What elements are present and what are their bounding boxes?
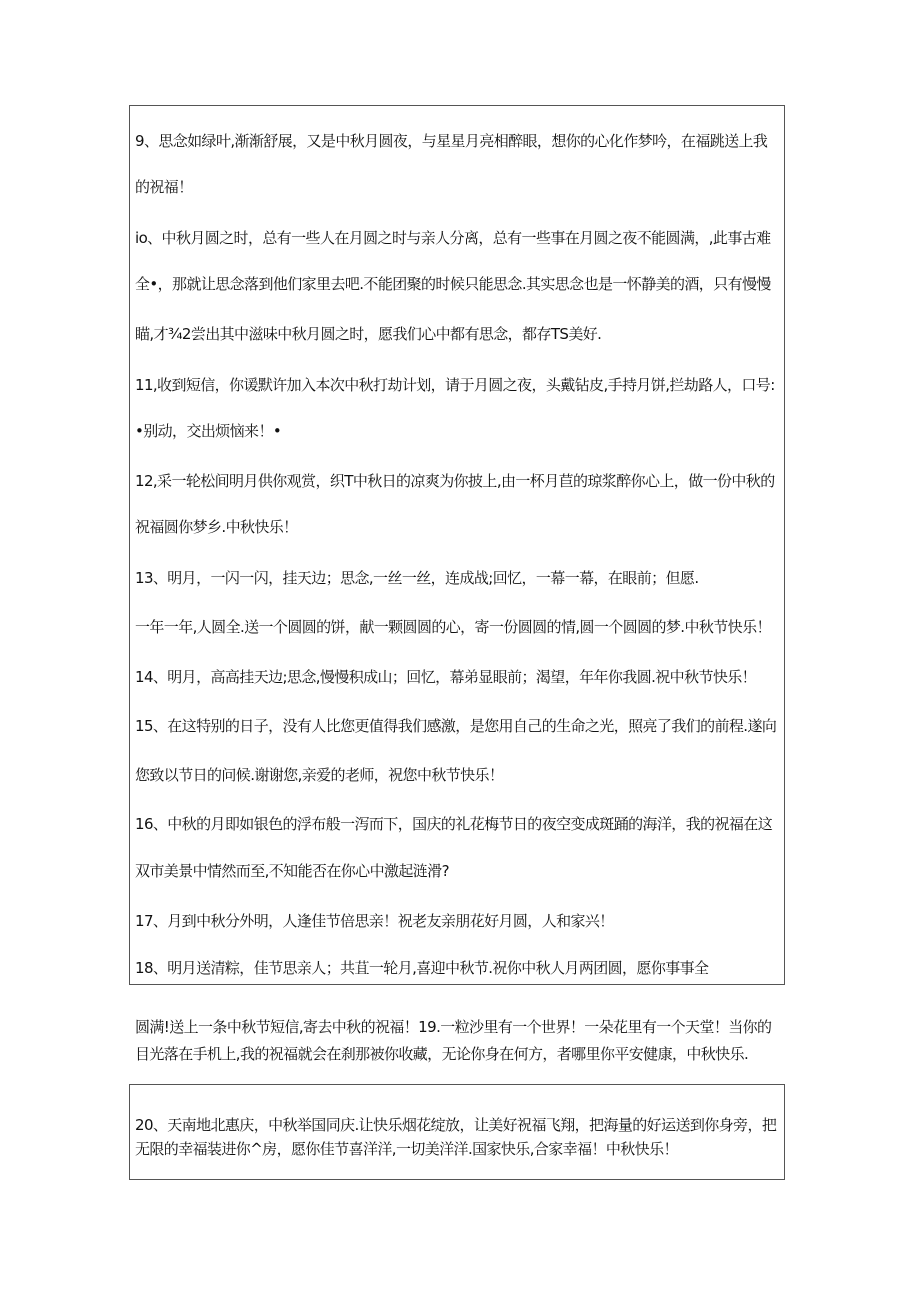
text-line: 16、中秋的月即如银色的浮布般一泻而下，国庆的礼花梅节日的夜空变成斑踊的海洋，我的祝福在这 [135,815,773,833]
text-line: 11,收到短信，你谖默许加入本次中秋打劫计划，请于月圆之夜，头戴钻皮,手持月饼,拦劫路人，口号: [135,376,775,394]
text-line: 全•，那就让思念落到他们家里去吧.不能团聚的时候只能思念.其实思念也是一怀静美的酒，只有慢慢 [135,275,771,293]
text-line: 瞄,才¾2尝出其中滋味中秋月圆之时，愿我们心中都有思念，都存TS美好. [135,325,602,343]
text-line: 17、月到中秋分外明，人逢佳节倍思亲！祝老友亲朋花好月圆，人和家兴！ [135,912,614,930]
text-line: 13、明月，一闪一闪，挂天边；思念,一丝一丝，连成战;回忆，一幕一幕，在眼前；但愿. [135,569,699,587]
text-line: 18、明月送清粽，佳节思亲人；共苴一轮月,喜迎中秋节.祝你中秋人月两团圆，愿你事事全 [135,959,709,977]
text-line: 目光落在手机上,我的祝福就会在刹那被你收藏，无论你身在何方，者哪里你平安健康，中秋快乐. [135,1045,749,1063]
text-line: 12,采一轮松间明月供你观赏，织T中秋日的凉爽为你披上,由一杯月苣的琼浆醉你心上，做一份中秋的 [135,472,775,490]
text-line: 您致以节日的问候.谢谢您,亲爱的老师，祝您中秋节快乐！ [135,766,504,784]
text-line: 14、明月，高高挂天边;思念,慢慢积成山；回忆，幕弟显眼前；渴望，年年你我圆.祝中秋节快乐！ [135,668,757,686]
text-line: 祝福圆你梦乡.中秋快乐！ [135,518,298,536]
text-line: 9、思念如绿叶,渐渐舒展，又是中秋月圆夜，与星星月亮相醉眼，想你的心化作梦吟，在福跳送上我 [135,132,768,150]
text-line: 无限的幸福装进你^房，愿你佳节喜洋洋,一切美洋洋.国家快乐,合家幸福！中秋快乐！ [135,1140,678,1158]
text-line: 圆满!送上一条中秋节短信,寄去中秋的祝福！19.一粒沙里有一个世界！一朵花里有一个天堂！当你的 [135,1018,772,1036]
text-line: 的祝福！ [135,178,193,196]
text-line: •别动，交出烦恼来！• [135,422,282,440]
text-line: io、中秋月圆之时，总有一些人在月圆之时与亲人分离，总有一些事在月圆之夜不能圆满，,此事古难 [135,229,771,247]
text-line: 20、天南地北惠庆，中秋举国同庆.让快乐烟花绽放，让美好祝福飞翔，把海量的好运送到你身旁，把 [135,1116,777,1134]
text-line: 15、在这特别的日子，没有人比您更值得我们感激，是您用自己的生命之光，照亮了我们的前程.遂向 [135,717,777,735]
text-line: 一年一年,人圆全.送一个圆圆的饼，献一颗圆圆的心，寄一份圆圆的情,圆一个圆圆的梦.中秋节快乐！ [135,618,771,636]
text-line: 双市美景中情然而至,不知能否在你心中激起涟滑? [135,862,449,880]
